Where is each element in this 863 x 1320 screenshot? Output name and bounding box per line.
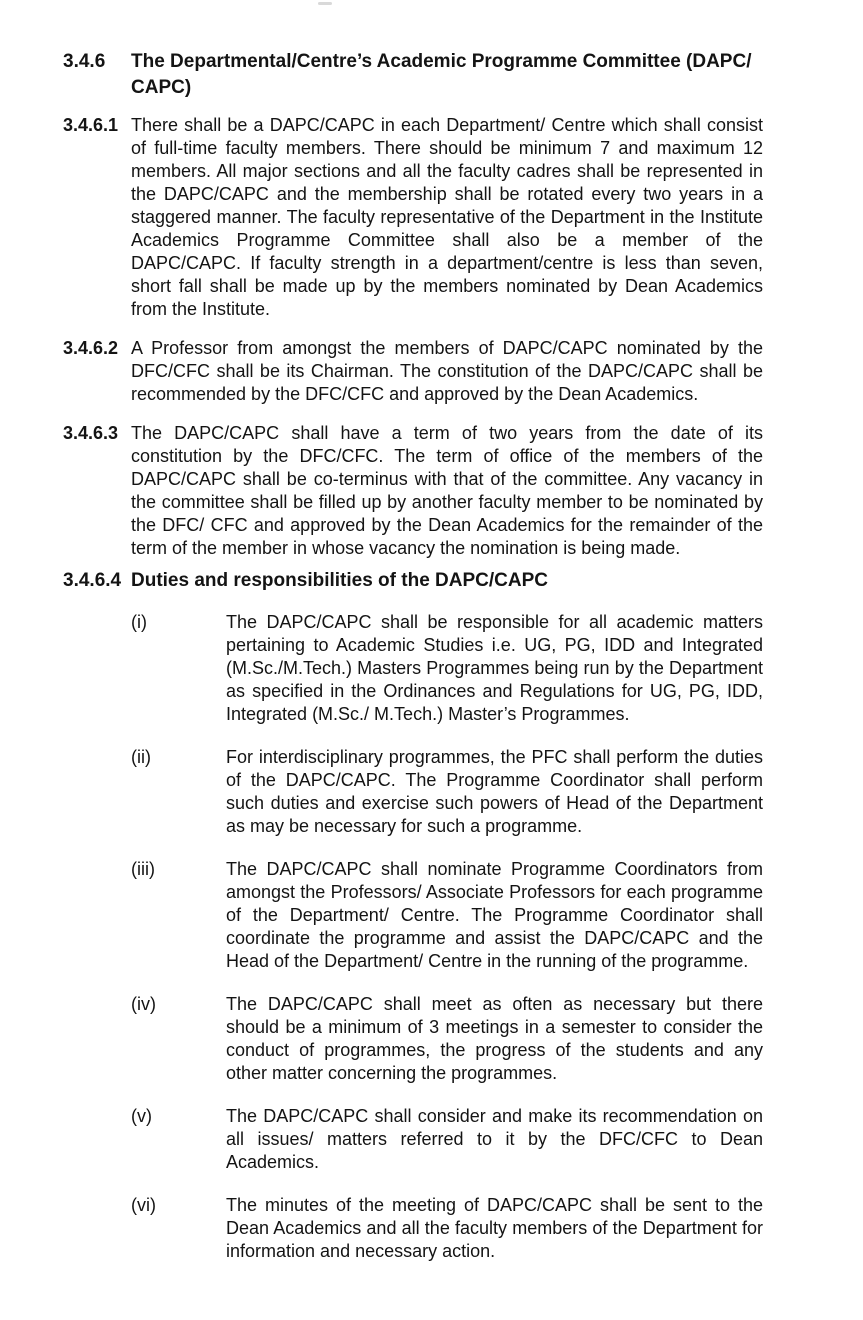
scan-artifact	[318, 2, 332, 5]
duty-marker: (vi)	[131, 1195, 156, 1215]
duty-marker: (v)	[131, 1106, 152, 1126]
duty-item-v	[131, 1105, 763, 1174]
clause-text: The DAPC/CAPC shall have a term of two years from the date of its constitution by the DFC/CFC. The term of office of the members of the DAPC/CAPC shall be co-terminus with that of the committee. Any vacancy in the committee shall be filled up by another faculty member to be nominated by the DFC/ CFC and approved by the Dean Academics for the remainder of the term of the member in whose vacancy the nomination is being made.	[131, 423, 763, 558]
section-heading-text: The Departmental/Centre’s Academic Programme Committee (DAPC/ CAPC)	[131, 51, 752, 98]
subsection-heading-number: 3.4.6.4	[63, 570, 122, 591]
section-heading-number: 3.4.6	[63, 51, 106, 72]
duty-item-ii	[131, 746, 763, 838]
duty-item-vi	[131, 1194, 763, 1263]
duty-marker: (iii)	[131, 859, 155, 879]
duty-marker: (iv)	[131, 994, 156, 1014]
duty-text: The DAPC/CAPC shall meet as often as necessary but there should be a minimum of 3 meetings in a semester to consider the conduct of programmes, the progress of the students and any other matter concerning the programmes.	[226, 994, 763, 1083]
duty-text: The minutes of the meeting of DAPC/CAPC shall be sent to the Dean Academics and all the faculty members of the Department for information and necessary action.	[226, 1195, 763, 1261]
duty-marker: (i)	[131, 612, 147, 632]
clause-text: There shall be a DAPC/CAPC in each Department/ Centre which shall consist of full-time faculty members. There should be minimum 7 and maximum 12 members. All major sections and all the faculty cadres shall be represented in the DAPC/CAPC and the membership shall be rotated every two years in a staggered manner. The faculty representative of the Department in the Institute Academics Programme Committee shall also be a member of the DAPC/CAPC. If faculty strength in a department/centre is less than seven, short fall shall be made up by the members nominated by Dean Academics from the Institute.	[131, 115, 763, 319]
clause-number: 3.4.6.2	[63, 338, 119, 358]
duty-text: For interdisciplinary programmes, the PFC shall perform the duties of the DAPC/CAPC. The Programme Coordinator shall perform such duties and exercise such powers of Head of the Department as may be necessary for such a programme.	[226, 747, 763, 836]
duty-item-iv	[131, 993, 763, 1085]
subsection-heading-text: Duties and responsibilities of the DAPC/CAPC	[131, 570, 548, 591]
duty-item-iii	[131, 858, 763, 973]
duty-text: The DAPC/CAPC shall be responsible for all academic matters pertaining to Academic Studies i.e. UG, PG, IDD and Integrated (M.Sc./M.Tech.) Masters Programmes being run by the Department as specified in the Ordinances and Regulations for UG, PG, IDD, Integrated (M.Sc./ M.Tech.) Master’s Programmes.	[226, 612, 763, 724]
duty-marker: (ii)	[131, 747, 151, 767]
clause-3-4-6-1	[63, 114, 763, 321]
duty-text: The DAPC/CAPC shall nominate Programme Coordinators from amongst the Professors/ Associate Professors for each programme of the Department/ Centre. The Programme Coordinator shall coordinate the programme and assist the DAPC/CAPC and the Head of the Department/ Centre in the running of the programme.	[226, 859, 763, 971]
clause-text: A Professor from amongst the members of DAPC/CAPC nominated by the DFC/CFC shall be its Chairman. The constitution of the DAPC/CAPC shall be recommended by the DFC/CFC and approved by the Dean Academics.	[131, 338, 763, 404]
clause-number: 3.4.6.1	[63, 115, 119, 135]
clause-3-4-6-2	[63, 337, 763, 406]
duty-text: The DAPC/CAPC shall consider and make its recommendation on all issues/ matters referred to it by the DFC/CFC to Dean Academics.	[226, 1106, 763, 1172]
section-heading	[63, 49, 763, 101]
clause-number: 3.4.6.3	[63, 423, 119, 443]
duty-item-i	[131, 611, 763, 726]
duty-list	[63, 611, 763, 1263]
clause-3-4-6-3	[63, 422, 763, 560]
subsection-heading	[63, 569, 763, 593]
